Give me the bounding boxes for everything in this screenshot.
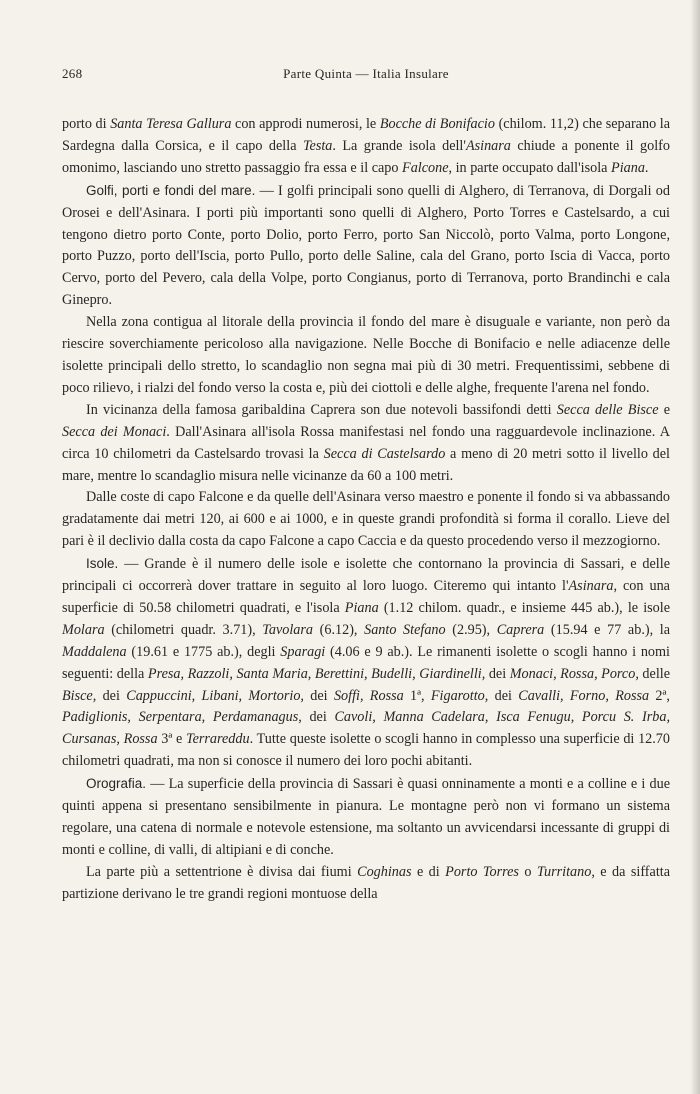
text-run: dei	[303, 687, 334, 704]
text-run: .	[644, 159, 649, 176]
italic-run: Tavolara	[262, 621, 314, 638]
text-run: Dalle coste di capo Falcone e da quelle dell'Asinara verso maestro e ponente il fondo si va abbassando gradatamente dai metri 120, ai 600 e ai 1000, e in queste grandi profondità si forma il corallo. Lieve del pari è il declivio dalla costa da capo Falcone a capo Caccia e da questo procedendo verso il mezzogiorno.	[62, 489, 670, 550]
page-number: 268	[62, 66, 83, 81]
italic-run: Bocche di Bonifacio	[379, 116, 495, 132]
italic-run: Testa	[302, 137, 333, 154]
text-run: e	[658, 401, 671, 418]
paragraph	[62, 180, 670, 312]
section-heading: Orografia.	[86, 776, 147, 792]
paragraph	[62, 114, 670, 180]
italic-run: Secca delle Bisce	[556, 401, 659, 418]
italic-run: Monaci, Rossa, Porco,	[509, 665, 639, 682]
section-heading: Golfi, porti e fondi del mare.	[86, 182, 256, 198]
text-run: In vicinanza della famosa garibaldina Caprera son due notevoli bassifondi detti	[86, 401, 557, 418]
text-run: dei	[488, 687, 519, 704]
text-run: dei	[485, 665, 510, 682]
text-run: 1ª,	[403, 687, 431, 704]
italic-run: Piana	[611, 159, 645, 176]
italic-run: Soffi, Rossa	[333, 687, 404, 704]
italic-run: Secca di Castelsardo	[323, 445, 446, 462]
text-run: , e da siffatta partizione derivano le tre grandi regioni montuose della	[62, 863, 671, 902]
text-run: . Dall'Asinara all'isola Rossa manifestasi nel fondo una ragguardevole inclinazione. A circa 10 chilometri da Castelsardo trovasi la	[62, 423, 671, 462]
text-run: porto di	[62, 116, 111, 132]
text-run: (1.12 chilom. quadr., e insieme 445 ab.), le isole	[378, 599, 670, 616]
text-run: . La grande isola dell'	[332, 137, 466, 154]
italic-run: Figarotto,	[430, 687, 489, 704]
text-run: (4.06 e 9 ab.). Le rimanenti isolette o scogli hanno i nomi seguenti: della	[62, 643, 670, 682]
text-run: a meno di 20 metri sotto il livello del mare, mentre lo scandaglio misura nelle vicinanze da 60 a 100 metri.	[62, 445, 670, 484]
italic-run: Coghinas	[357, 863, 412, 880]
italic-run: Presa, Razzoli, Santa Maria, Berettini, Budelli, Giardinelli,	[147, 665, 486, 682]
italic-run: Turritano	[536, 863, 592, 880]
text-run: — I golfi principali sono quelli di Alghero, di Terranova, di Dorgali od Orosei e dell'Asinara. I porti più importanti sono quelli di Alghero, Porto Torres e Castelsardo, a cui tengono dietro porto Conte, porto Dolio, porto Ferro, porto San Niccolò, porto Valma, porto Longone, porto Puzzo, porto dell'Iscia, porto Pullo, porto delle Saline, cala del Grano, porto Iscia di Vacca, porto Cervo, porto del Pevero, cala della Volpe, porto Congianus, porto di Terranova, porto Brandinchi e cala Ginepro.	[62, 182, 670, 309]
text-run: delle	[638, 665, 671, 682]
text-run: o	[518, 863, 537, 880]
running-title: Parte Quinta — Italia Insulare	[283, 66, 449, 81]
italic-run: Asinara	[568, 578, 614, 595]
paragraph	[62, 487, 670, 553]
text-run: dei	[301, 709, 335, 726]
paragraph	[62, 773, 670, 862]
italic-run: Cavoli, Manna Cadelara, Isca Fenugu, Porcu S. Irba, Cursanas, Rossa	[62, 709, 670, 748]
text-run: , in parte occupato dall'isola	[448, 159, 612, 176]
text-run: La parte più a settentrione è divisa dai fiumi	[86, 863, 358, 880]
italic-run: Asinara	[465, 137, 511, 154]
text-run: (6.12),	[313, 621, 365, 638]
italic-run: Piana	[344, 599, 379, 616]
italic-run: Bisce,	[62, 687, 97, 704]
text-run: chiude a ponente il golfo omonimo, lasciando uno stretto passaggio fra essa e il capo	[62, 137, 670, 176]
page-header	[62, 66, 670, 86]
text-run: 3ª e	[157, 731, 186, 748]
text-run: (15.94 e 77 ab.), la	[544, 621, 671, 638]
text-run: (chilom. 11,2) che separano la Sardegna dalla Corsica, e il capo della	[62, 116, 670, 154]
italic-run: Terrareddu	[186, 731, 250, 748]
text-run: — La superficie della provincia di Sassari è quasi onninamente a monti e a colline e i due quinti appena si presentano sensibilmente in pianura. Le montagne però non vi formano un sistema regolare, una catena di normale e notevole estensione, ma soltanto un avvicendarsi incessante di gruppi di monti e colline, di valli, di altipiani e di conche.	[62, 776, 670, 858]
italic-run: Secca dei Monaci	[62, 423, 167, 440]
text-run: con approdi numerosi, le	[231, 116, 380, 132]
paragraph	[62, 312, 670, 400]
italic-run: Falcone	[402, 159, 449, 176]
italic-run: Sparagi	[280, 643, 326, 660]
text-run: 2ª,	[649, 687, 670, 704]
text-run: , con una superficie di 50.58 chilometri quadrati, e l'isola	[62, 578, 670, 616]
text-run: Nella zona contigua al litorale della provincia il fondo del mare è disuguale e variante, non però da riescire soverchiamente pericoloso alla navigazione. Nelle Bocche di Bonifacio e nelle adiacenze delle isolette principali dello stretto, lo scandaglio non segna mai più di 30 metri. Frequentissimi, sebbene di poco rilievo, i rialzi del fondo verso la costa e, più dei ciottoli e delle alghe, frequente l'arena nel fondo.	[62, 314, 670, 396]
italic-run: Maddalena	[62, 643, 127, 660]
text-run: (chilometri quadr. 3.71),	[104, 621, 263, 638]
italic-run: Molara	[62, 621, 105, 638]
text-run: — Grande è il numero delle isole e isolette che contornano la provincia di Sassari, e delle principali ci occorrerà dover trattare in seguito al loro luogo. Citeremo qui intanto l'	[62, 556, 670, 595]
body-text	[62, 114, 670, 906]
page-edge-shadow	[690, 0, 700, 1094]
paragraph	[62, 862, 670, 906]
paragraph	[62, 553, 670, 773]
italic-run: Santa Teresa Gallura	[110, 116, 232, 132]
section-heading: Isole.	[86, 556, 119, 572]
paragraph	[62, 400, 670, 488]
italic-run: Cavalli, Forno, Rossa	[518, 687, 650, 704]
italic-run: Caprera	[496, 621, 545, 638]
text-run: (19.61 e 1775 ab.), degli	[126, 643, 281, 660]
text-run: dei	[96, 687, 127, 704]
text-run: e di	[411, 863, 446, 880]
italic-run: Porto Torres	[445, 863, 519, 880]
text-run: . Tutte queste isolette o scogli hanno in complesso una superficie di 12.70 chilometri quadrati, ma non si conosce il numero dei loro pochi abitanti.	[62, 731, 670, 770]
italic-run: Padiglionis, Serpentara, Perdamanagus,	[62, 709, 302, 726]
italic-run: Cappuccini, Libani, Mortorio,	[126, 687, 304, 704]
text-run: (2.95),	[445, 621, 497, 638]
italic-run: Santo Stefano	[364, 621, 446, 638]
